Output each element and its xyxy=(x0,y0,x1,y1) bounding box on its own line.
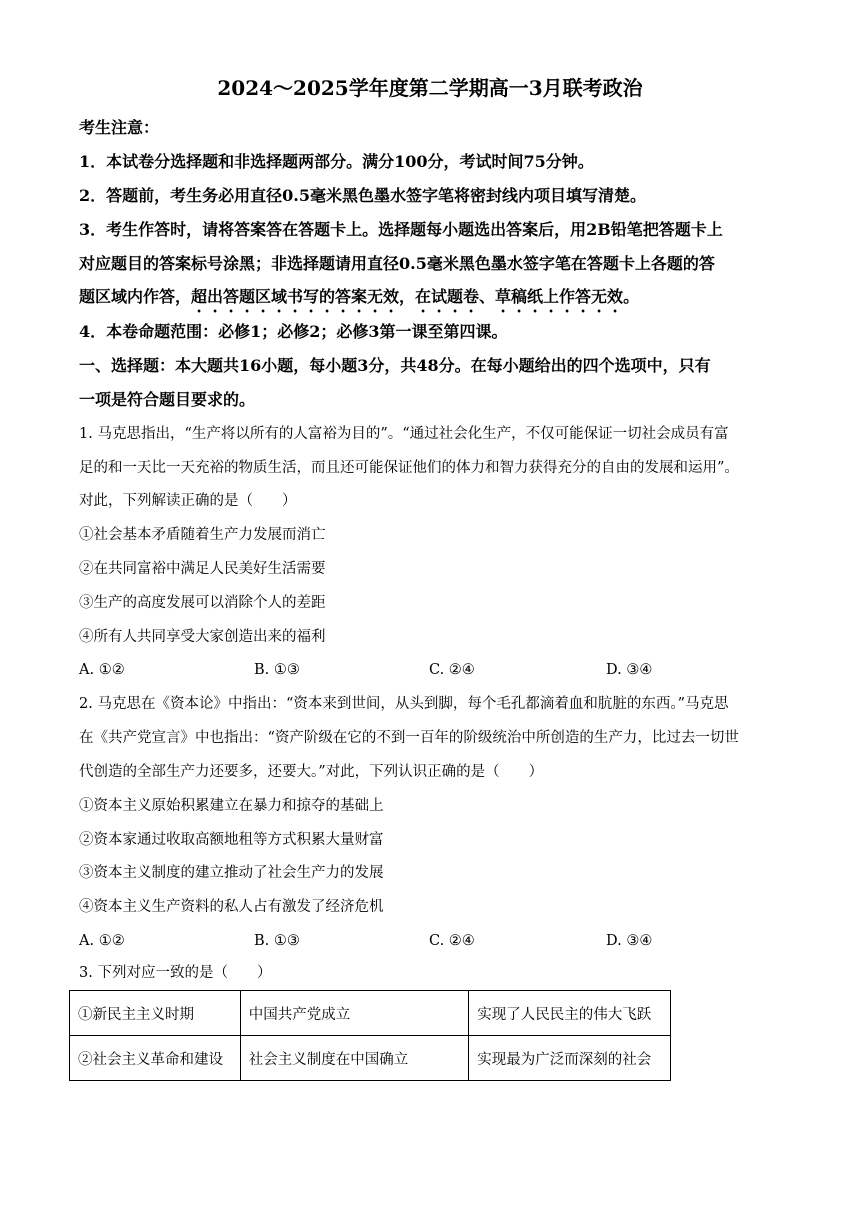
table-cell: ②社会主义革命和建设 xyxy=(70,1036,241,1081)
q2-stem-line-2: 在《共产党宣言》中也指出：“资产阶级在它的不到一百年的阶级统治中所创造的生产力，比过去一切世 xyxy=(79,730,739,746)
q1-stem-line-2: 足的和一天比一天充裕的物质生活，而且还可能保证他们的体力和智力获得充分的自由的发展和运用”。 xyxy=(79,460,739,476)
table-cell: ①新民主主义时期 xyxy=(70,991,241,1036)
q2-statement-4: ④资本主义生产资料的私人占有激发了经济危机 xyxy=(79,899,384,915)
notice-heading: 考生注意： xyxy=(79,118,160,137)
table-cell: 中国共产党成立 xyxy=(240,991,469,1036)
table-row xyxy=(70,1036,671,1081)
notice-text: 题区域内作答， xyxy=(79,287,192,306)
q2-statement-1: ①资本主义原始积累建立在暴力和掠夺的基础上 xyxy=(79,798,384,814)
q1-options xyxy=(79,658,779,682)
exam-title: 2024～2025学年度第二学期高一3月联考政治 xyxy=(217,76,643,100)
table-row xyxy=(70,991,671,1036)
q2-options xyxy=(79,929,779,953)
q3-table xyxy=(69,990,671,1081)
notice-item-1: 1．本试卷分选择题和非选择题两部分。满分100分，考试时间75分钟。 xyxy=(79,152,594,171)
notice-item-3-line-1: 3．考生作答时，请将答案答在答题卡上。选择题每小题选出答案后，用2B铅笔把答题卡上 xyxy=(79,220,723,239)
q1-stem-line-3: 对此，下列解读正确的是（ ） xyxy=(79,493,297,509)
q2-statement-2: ②资本家通过收取高额地租等方式积累大量财富 xyxy=(79,832,384,848)
q2-option-c[interactable]: C. ②④ xyxy=(429,933,475,949)
q1-statement-2: ②在共同富裕中满足人民美好生活需要 xyxy=(79,561,326,577)
q2-stem-line-1: 2. 马克思在《资本论》中指出：“资本来到世间，从头到脚，每个毛孔都滴着血和肮脏的东西。”马克思 xyxy=(79,696,729,712)
section-1-line-2: 一项是符合题目要求的。 xyxy=(79,390,256,409)
q2-option-d[interactable]: D. ③④ xyxy=(606,933,653,949)
notice-text: ， xyxy=(399,287,416,306)
emphasized-text: 超出答题区域书写的答案无效 xyxy=(191,287,400,306)
q2-option-b[interactable]: B. ①③ xyxy=(254,933,300,949)
q1-statement-1: ①社会基本矛盾随着生产力发展而消亡 xyxy=(79,527,326,543)
q1-stem-line-1: 1. 马克思指出，“生产将以所有的人富裕为目的”。“通过社会化生产，不仅可能保证一切社会成员有富 xyxy=(79,426,729,442)
q1-option-d[interactable]: D. ③④ xyxy=(606,662,653,678)
q1-option-a[interactable]: A. ①② xyxy=(79,662,125,678)
notice-item-3-line-2: 对应题目的答案标号涂黑；非选择题请用直径0.5毫米黑色墨水签字笔在答题卡上各题的答 xyxy=(79,254,715,273)
emphasized-text: 在试题卷、草稿纸上作答无效 xyxy=(415,287,624,306)
q2-option-a[interactable]: A. ①② xyxy=(79,933,125,949)
notice-item-4: 4．本卷命题范围：必修1；必修2；必修3第一课至第四课。 xyxy=(79,322,508,341)
q1-option-c[interactable]: C. ②④ xyxy=(429,662,475,678)
section-1-line-1: 一、选择题：本大题共16小题，每小题3分，共48分。在每小题给出的四个选项中，只有 xyxy=(79,356,711,375)
notice-item-3-line-3 xyxy=(79,285,639,316)
q2-statement-3: ③资本主义制度的建立推动了社会生产力的发展 xyxy=(79,865,384,881)
notice-text: 。 xyxy=(623,287,640,306)
table-cell: 实现最为广泛而深刻的社会 xyxy=(469,1036,671,1081)
q3-stem: 3. 下列对应一致的是（ ） xyxy=(79,965,272,981)
q2-stem-line-3: 代创造的全部生产力还要多，还要大。”对此，下列认识正确的是（ ） xyxy=(79,764,544,780)
table-cell: 实现了人民民主的伟大飞跃 xyxy=(469,991,671,1036)
q1-statement-4: ④所有人共同享受大家创造出来的福利 xyxy=(79,629,326,645)
q1-option-b[interactable]: B. ①③ xyxy=(254,662,300,678)
table-cell: 社会主义制度在中国确立 xyxy=(240,1036,469,1081)
notice-item-2: 2．答题前，考生务必用直径0.5毫米黑色墨水签字笔将密封线内项目填写清楚。 xyxy=(79,186,646,205)
q1-statement-3: ③生产的高度发展可以消除个人的差距 xyxy=(79,595,326,611)
